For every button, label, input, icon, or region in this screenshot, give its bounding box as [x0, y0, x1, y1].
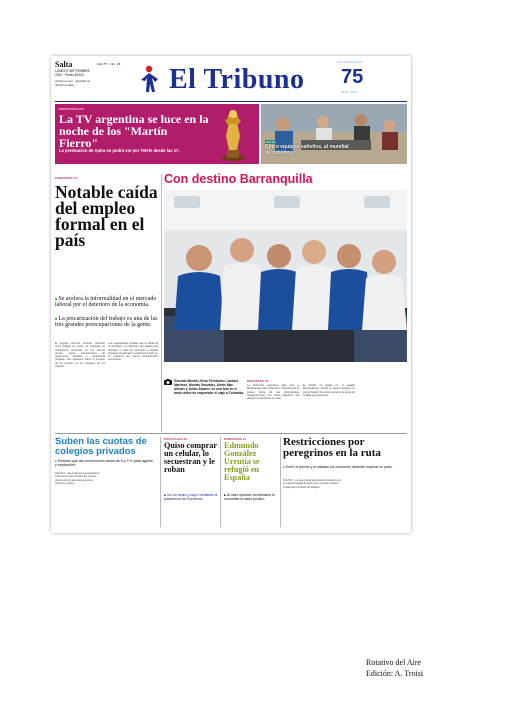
feature-headline: Con destino Barranquilla	[164, 172, 313, 186]
lead-bullet: ■ Se acelera la informalidad en el mercado laboral por el deterioro de la economía.	[55, 296, 159, 309]
celular-headline: Quiso comprar un celular, lo secuestran y le roban	[164, 441, 217, 474]
anniversary-years: 1949 - 2024	[341, 90, 358, 94]
team-photo	[164, 190, 407, 362]
cuotas-headline: Suben las cuotas de colegios privados	[55, 436, 147, 457]
banner-headline: Cinco equipos salteños, al mundial de robótica	[265, 144, 349, 156]
camera-icon	[164, 379, 172, 385]
banner-tag: ESPECTÁCULOS	[59, 107, 84, 111]
banner-robotica[interactable]	[261, 104, 407, 164]
feature-article[interactable]	[164, 172, 407, 372]
credits-line: Edición: A. Troisi	[366, 669, 424, 678]
column-divider	[161, 174, 162, 432]
section-tag: DEPORTES 32	[247, 379, 269, 383]
masthead-meta: Año 75° · Nro. 26.	[97, 62, 122, 66]
caption-text: Gonzalo Montiel, Enzo Fernández, Lautaro Martínez, Nicolás González, Alexis Mac Allister y Julián Álvarez, en una foto en el avión antes de emprender el viaje a Colombia.	[174, 379, 244, 395]
column-divider	[160, 437, 161, 527]
credits-line: Rotativo del Aire	[366, 658, 422, 667]
ruta-body: SALTA 6 · La ruta 9 será de escasa circulación por la masiva llegada de fieles que caminan hacia la ciudad para la fiesta del Milagro.	[283, 479, 342, 489]
anniversary-number: 75	[341, 66, 364, 88]
masthead-city: Salta	[55, 60, 73, 69]
edmundo-bullet: ■ Al líder opositor venezolano le concedieron asilo político.	[224, 493, 278, 502]
column-divider	[280, 437, 281, 527]
masthead-social: eltribuno.com · @eltribuno · /eltribunosalta	[55, 79, 93, 87]
banner-martin-fierro[interactable]	[55, 104, 259, 164]
ruta-bullet: ■ Entre el jueves y el sábado los camiones deberán esperar su paso.	[283, 465, 407, 469]
cuotas-body: SALTA 6 · Las instituciones educativas informaron a las familias los nuevos valores de los aranceles para los próximos meses.	[55, 472, 100, 485]
sports-body: El partido se jugará en el estadio Metropolitano, donde el equipo dirigido por Lionel Scaloni buscará mantener la punta de la tabla de posiciones.	[303, 384, 355, 397]
masthead	[51, 56, 411, 104]
banner-tag: SALTA	[266, 140, 276, 144]
lead-headline: Notable caída del empleo formal en el país	[55, 182, 158, 250]
lead-bullet: ■ La precarización del trabajo es una de las tres grandes preocupaciones de la gente.	[55, 316, 159, 329]
section-tag: PANORAMA 27	[55, 176, 78, 180]
masthead-title: El Tribuno	[169, 64, 305, 95]
newspaper-front-page	[51, 56, 411, 533]
masthead-date: LUNES 9 SEPTIEMBRE 2024 · Precio $1000	[55, 69, 90, 77]
masthead-divider	[55, 101, 407, 102]
section-tag: PANORAMA 21	[224, 437, 247, 441]
trophy-statue-icon	[211, 106, 255, 162]
column-divider	[220, 437, 221, 527]
ruta-headline: Restricciones por peregrinos en la ruta	[283, 436, 381, 459]
credits	[366, 657, 506, 679]
cuotas-bullet: ■ Estiman que las correcciones serán de 6 y 9 % para agosto y septiembre.	[55, 459, 155, 467]
lead-body: Los especialistas señalan que la caída de la actividad y el deterioro del salario real empujan a miles de personas a aceptar empleos sin aportes ni cobertura social, en un contexto de fuerte incertidumbre económica.	[108, 342, 158, 362]
banner-subhead: La premiación de Aptra se podrá ver por Telefe desde las 17.	[59, 148, 180, 153]
anniversary-label: ANIVERSARIO	[337, 60, 364, 64]
section-tag: POLICIALES 40	[164, 437, 188, 441]
airplane-team-photo	[164, 190, 407, 362]
edmundo-headline: Edmundo González Urrutia se refugió en España	[224, 441, 260, 482]
section-divider	[55, 433, 407, 434]
banner-headline: La TV argentina se luce en la noche de los "Martín Fierro"	[59, 112, 209, 150]
sports-body: La Selección argentina viajó ayer a Barranquilla para enfrentar a Colombia por la octava fecha de las Eliminatorias Sudamericanas, con varios jugadores del plantel compartiendo el vuelo.	[247, 384, 299, 401]
celular-bullet: ■ Vio un aviso y cayó mediante la plataforma de Facebook.	[164, 493, 218, 502]
newspaper-logo-icon	[136, 64, 162, 94]
lead-body: El empleo informal, también conocido como trabajo en negro, ha mostrado un crecimiento sostenido en los últimos meses, según relevamientos de organismos oficiales y consultoras privadas, que advierten sobre el impacto de la recesión en los ingresos de los hogares.	[55, 342, 105, 369]
